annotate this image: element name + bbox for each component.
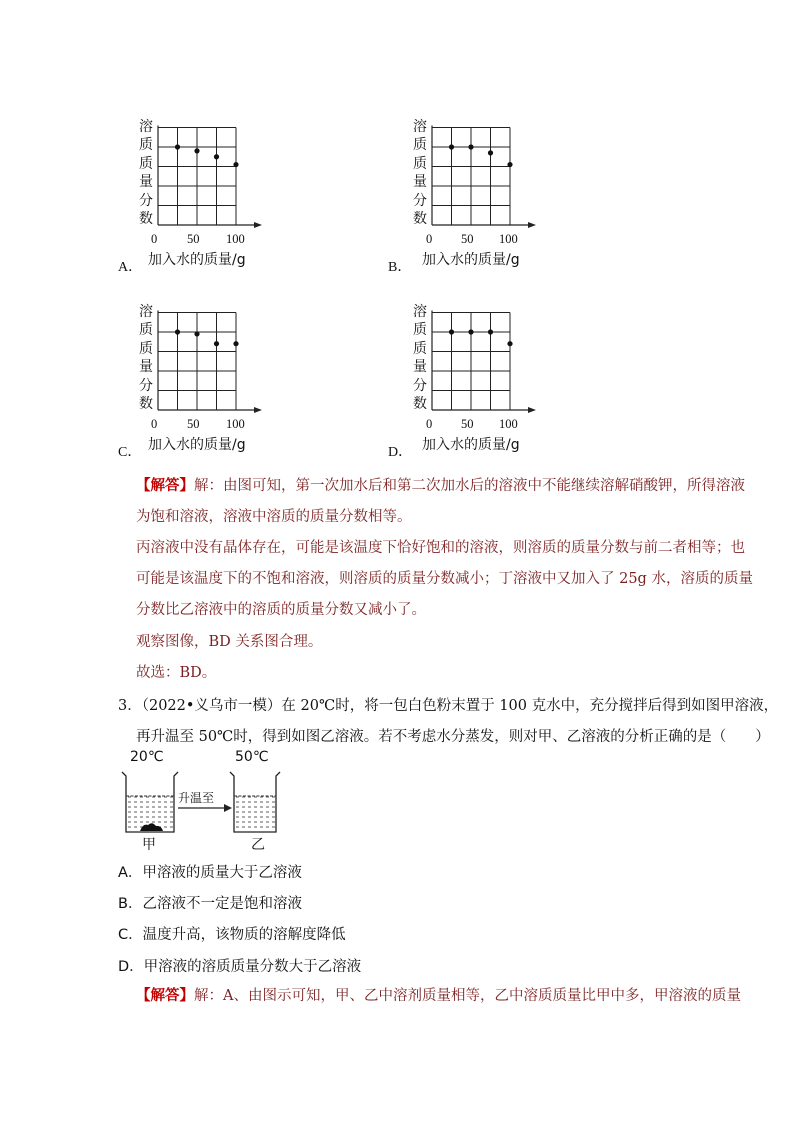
graph-plot [428, 303, 578, 423]
answer-paragraph-line-7: 故选：BD。 [136, 665, 217, 681]
data-point [175, 144, 180, 149]
data-point [214, 341, 219, 346]
option-letter: A． [118, 260, 143, 275]
tick-50: 50 [187, 417, 200, 431]
graph-plot [428, 118, 578, 238]
data-point [468, 144, 473, 149]
answer-3-line-1: 【解答】解：A、由图示可知，甲、乙中溶剂质量相等，乙中溶质质量比甲中多，甲溶液的质量 [136, 987, 741, 1004]
graph-x-label: 加入水的质量/g [422, 437, 520, 453]
answer-paragraph-line-1: 【解答】解：由图可知，第一次加水后和第二次加水后的溶液中不能继续溶解硝酸钾，所得溶液 [136, 477, 745, 494]
graph-option-b [388, 118, 658, 275]
answer-tag: 【解答】 [136, 477, 194, 494]
arrow-label: 升温至 [178, 791, 215, 805]
x-axis-arrow [254, 407, 262, 413]
answer-paragraph-line-6: 观察图像，BD 关系图合理。 [136, 634, 323, 650]
tick-0: 0 [151, 232, 158, 246]
data-point [175, 329, 180, 334]
graph-plot [154, 303, 304, 423]
data-point [214, 154, 219, 159]
tick-50: 50 [187, 232, 200, 246]
option-d: D．甲溶液的溶质质量分数大于乙溶液 [118, 959, 362, 975]
x-axis-arrow [528, 407, 536, 413]
graph-option-c [118, 303, 388, 460]
graph-option-d [388, 303, 658, 460]
temperature-left: 20℃ [130, 749, 164, 765]
answer-paragraph-line-3: 丙溶液中没有晶体存在，可能是该温度下恰好饱和的溶液，则溶质的质量分数与前二者相等；也 [136, 540, 745, 556]
beaker-jia [122, 772, 178, 832]
data-point [233, 162, 238, 167]
tick-0: 0 [426, 232, 433, 246]
answer-tag: 【解答】 [136, 987, 194, 1004]
data-point [449, 144, 454, 149]
option-letter: C． [118, 445, 142, 460]
data-point [194, 148, 199, 153]
option-b: B．乙溶液不一定是饱和溶液 [118, 896, 302, 912]
beaker-label-yi: 乙 [251, 837, 265, 853]
tick-0: 0 [426, 417, 433, 431]
tick-0: 0 [151, 417, 158, 431]
data-point [194, 331, 199, 336]
beaker-diagram [116, 770, 316, 840]
tick-100: 100 [226, 232, 245, 246]
tick-100: 100 [499, 232, 518, 246]
option-letter: D． [388, 445, 413, 460]
data-point [233, 341, 238, 346]
data-point [488, 150, 493, 155]
graph-plot [154, 118, 304, 238]
option-a: A．甲溶液的质量大于乙溶液 [118, 865, 302, 881]
data-point [449, 329, 454, 334]
graph-x-label: 加入水的质量/g [148, 252, 246, 268]
tick-50: 50 [461, 417, 474, 431]
graph-option-a [118, 118, 388, 275]
graph-x-label: 加入水的质量/g [148, 437, 246, 453]
x-axis-arrow [254, 222, 262, 228]
option-letter: B． [388, 260, 412, 275]
temperature-right: 50℃ [235, 749, 269, 765]
beaker-yi [230, 772, 280, 832]
question-3-line-2: 再升温至 50℃时，得到如图乙溶液。若不考虑水分蒸发，则对甲、乙溶液的分析正确的是（ ） [136, 729, 770, 745]
x-axis-arrow [528, 222, 536, 228]
tick-100: 100 [499, 417, 518, 431]
tick-100: 100 [226, 417, 245, 431]
data-point [488, 329, 493, 334]
answer-paragraph-line-5: 分数比乙溶液中的溶质的质量分数又减小了。 [136, 602, 426, 618]
graph-y-label: 溶 质 质 量 分 数 [139, 119, 153, 228]
graph-y-label: 溶 质 质 量 分 数 [413, 119, 427, 228]
option-c: C．温度升高，该物质的溶解度降低 [118, 927, 346, 943]
question-3-line-1: 3．（2022•义乌市一模）在 20℃时，将一包白色粉末置于 100 克水中，充分搅拌后得到如图甲溶液， [118, 698, 779, 714]
graph-x-label: 加入水的质量/g [422, 252, 520, 268]
graph-y-label: 溶 质 质 量 分 数 [139, 304, 153, 413]
answer-paragraph-line-2: 为饱和溶液，溶液中溶质的质量分数相等。 [136, 509, 412, 525]
answer-paragraph-line-4: 可能是该温度下的不饱和溶液，则溶质的质量分数减小；丁溶液中又加入了 25g 水，溶质的质量 [136, 571, 753, 587]
data-point [507, 162, 512, 167]
tick-50: 50 [461, 232, 474, 246]
beaker-label-jia: 甲 [142, 837, 156, 853]
data-point [507, 341, 512, 346]
data-point [468, 329, 473, 334]
graph-y-label: 溶 质 质 量 分 数 [413, 304, 427, 413]
